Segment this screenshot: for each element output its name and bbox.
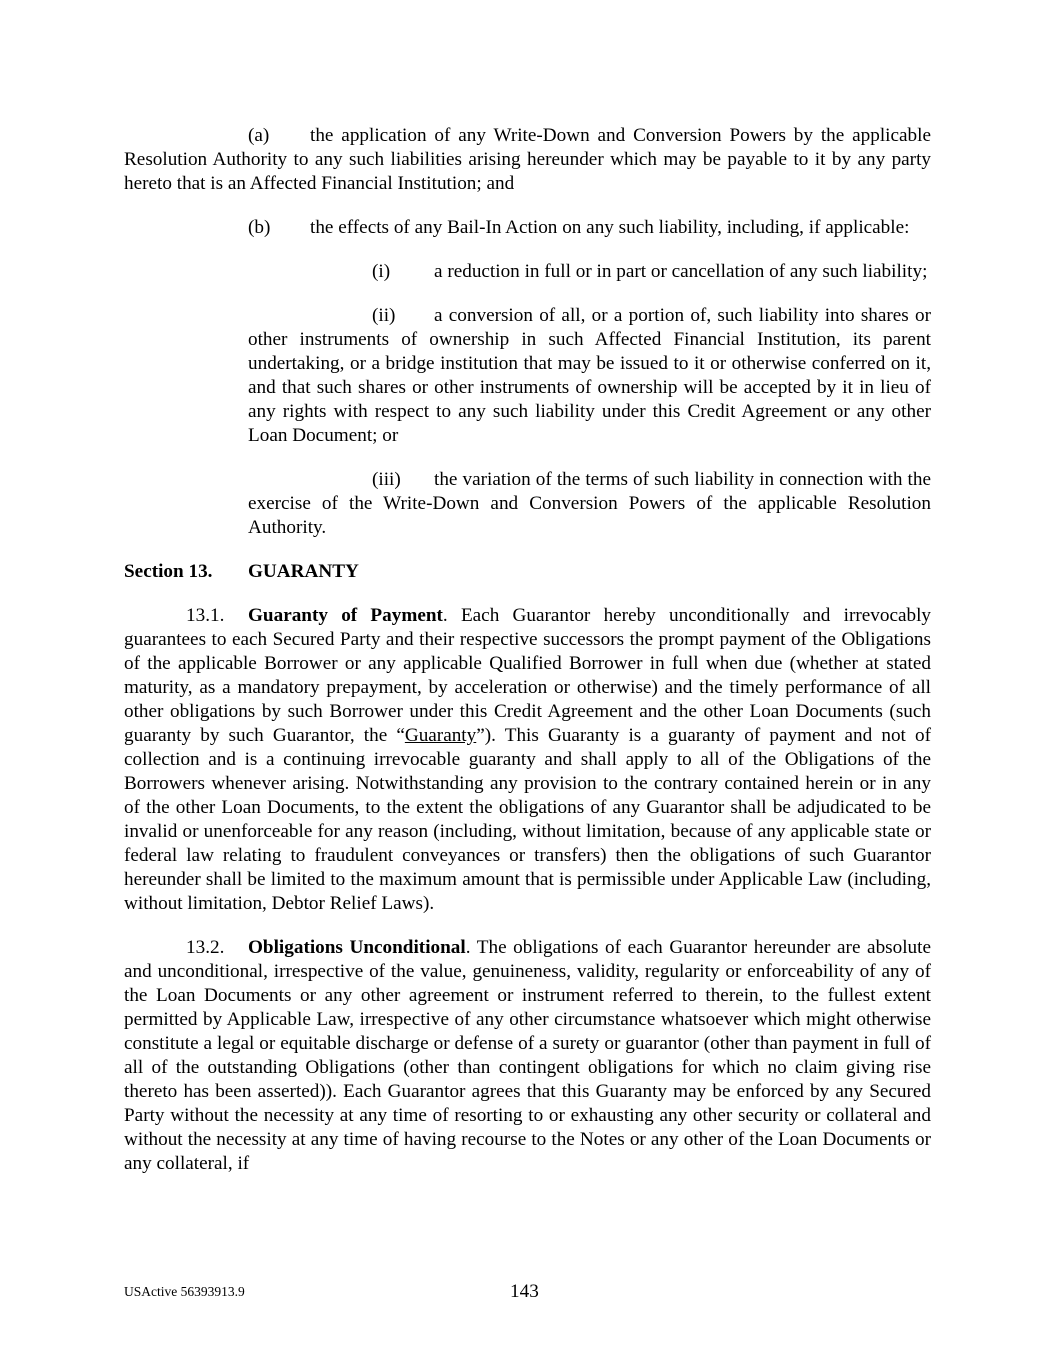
- section-number: Section 13.: [124, 561, 213, 582]
- item-ii-text: a conversion of all, or a portion of, such liability into shares or other instruments of ownership in such Affected Financial Institution, its parent undertaking, or a bridge institution that may be issued to it or otherwise conferred on it, and that such shares or other instruments of ownership will be accepted by it in lieu of any rights with respect to any such liability under this Credit Agreement or any other Loan Document; or: [248, 305, 931, 446]
- clause-13-1: [124, 604, 931, 916]
- item-iii-number: (iii): [372, 469, 401, 490]
- item-i: [248, 260, 931, 284]
- document-body: [124, 124, 931, 1176]
- subparagraph-b-number: (b): [248, 217, 271, 238]
- subparagraph-b: [124, 216, 931, 240]
- clause-13-1-text-part-2: ”). This Guaranty is a guaranty of payment and not of collection and is a continuing irrevocable guaranty and shall apply to all of the Obligations of the Borrowers whenever arising. Notwithstanding any provision to the contrary contained herein or in any of the other Loan Documents, to the extent the obligations of any Guarantor shall be adjudicated to be invalid or unenforceable for any reason (including, without limitation, because of any applicable state or federal law relating to fraudulent conveyances or transfers) then the obligations of such Guarantor hereunder shall be limited to the maximum amount that is permissible under Applicable Law (including, without limitation, Debtor Relief Laws).: [124, 725, 931, 914]
- section-heading: [124, 560, 931, 584]
- footer-page-number: 143: [510, 1281, 539, 1302]
- defined-term-guaranty: Guaranty: [404, 725, 477, 746]
- item-i-text: a reduction in full or in part or cancellation of any such liability;: [434, 261, 928, 282]
- clause-13-2: [124, 936, 931, 1176]
- item-iii-text: the variation of the terms of such liability in connection with the exercise of the Write-Down and Conversion Powers of the applicable Resolution Authority.: [248, 469, 931, 538]
- clause-13-1-text-part-1: . Each Guarantor hereby unconditionally and irrevocably guarantees to each Secured Party and their respective successors the prompt payment of the Obligations of the applicable Borrower or any applicable Qualified Borrower in full when due (whether at stated maturity, as a mandatory prepayment, by acceleration or otherwise) and the timely performance of all other obligations by such Borrower under this Credit Agreement and the other Loan Documents (such guaranty by such Guarantor, the “: [124, 605, 932, 746]
- clause-13-1-title: Guaranty of Payment: [248, 605, 443, 626]
- subparagraph-b-text: the effects of any Bail-In Action on any such liability, including, if applicable:: [310, 217, 910, 238]
- clause-13-2-number: 13.2.: [186, 937, 225, 958]
- clause-13-2-text: . The obligations of each Guarantor hereunder are absolute and unconditional, irrespective of the value, genuineness, validity, regularity or enforceability of any of the Loan Documents or any other agreement or instrument referred to therein, to the fullest extent permitted by Applicable Law, irrespective of any other circumstance whatsoever which might otherwise constitute a legal or equitable discharge or defense of a surety or guarantor (other than payment in full of all of the outstanding Obligations (other than contingent obligations for which no claim giving rise thereto has been asserted)). Each Guarantor agrees that this Guaranty may be enforced by any Secured Party without the necessity at any time of resorting to or exhausting any other security or collateral and without the necessity at any time of having recourse to the Notes or any other of the Loan Documents or any collateral, if: [124, 937, 931, 1174]
- footer-document-id: USActive 56393913.9: [124, 1284, 245, 1299]
- item-i-number: (i): [372, 261, 391, 282]
- subparagraph-a: [124, 124, 931, 196]
- subparagraph-a-text: the application of any Write-Down and Conversion Powers by the applicable Resolution Authority to any such liabilities arising hereunder which may be payable to it by any party hereto that is an Affected Financial Institution; and: [124, 125, 931, 194]
- clause-13-2-title: Obligations Unconditional: [248, 937, 466, 958]
- section-title: GUARANTY: [248, 561, 359, 582]
- item-ii: [248, 304, 931, 448]
- item-ii-number: (ii): [372, 305, 396, 326]
- subparagraph-a-number: (a): [248, 125, 270, 146]
- clause-13-1-number: 13.1.: [186, 605, 225, 626]
- item-iii: [248, 468, 931, 540]
